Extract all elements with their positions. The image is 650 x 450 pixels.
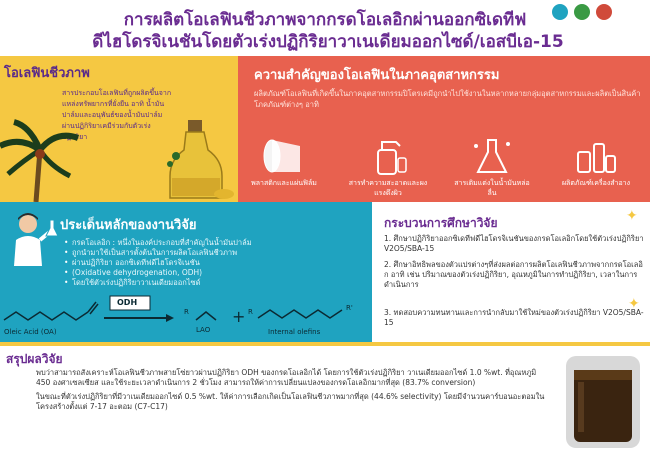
r-group-label: R (184, 308, 189, 316)
poster-title (0, 0, 650, 54)
oil-bottle-icon (162, 116, 236, 202)
summary-panel (0, 342, 650, 450)
product-label: สารทำความสะอาดและผงแรงดึงผิว (348, 179, 428, 197)
svg-text:+: + (232, 307, 246, 326)
product-item-cosmetics (556, 136, 636, 188)
lao-label: LAO (196, 326, 211, 334)
product-label: ผลิตภัณฑ์เครื่องสำอาง (561, 179, 631, 187)
research-point: • โดยใช้ตัวเร่งปฏิกิริยาวาเนเดียมออกไซด์ (64, 278, 364, 288)
summary-text (36, 368, 546, 416)
research-point: • ผ่านปฏิกิริยา ออกซิเดทีฟดีไฮโดรจิเนชัน (64, 258, 364, 268)
flask-icon (470, 136, 514, 176)
title-line-1: การผลิตโอเลฟินชีวภาพจากกรดโอเลอิกผ่านออกซิเดทีฟ (123, 10, 527, 30)
product-item-detergents (348, 136, 428, 198)
summary-paragraph: ในขณะที่ตัวเร่งปฏิกิริยาที่มีวาเนเดียมออกไซด์ 0.5 %wt. ให้ค่าการเลือกเกิดเป็นโอเลฟินชีวภาพมากที่สุด (44.6% selectivity) โดยมีจำนวนคาร์บอนอะตอมในโครงสร้างตั้งแต่ 7-17 อะตอม (C7-C17) (36, 392, 545, 411)
process-heading: กระบวนการศึกษาวิจัย (384, 216, 498, 230)
sparkle-icon: ✦ (626, 208, 638, 224)
summary-paragraph: พบว่าสามารถสังเคราะห์โอเลฟินชีวภาพสายโซ่ยาวผ่านปฏิกิริยา ODH ของกรดโอเลอิกได้ โดยการใช้ตัวเร่งปฏิกิริยา วาเนเดียมออกไซด์ 1.0 %wt. ที่อุณหภูมิ 450 องศาเซลเซียส และใช้ระยะเวลาดำเนินการ 2 ชั่วโมง สามารถให้ค่าการเปลี่ยนแปลงของกรดโอเลอิกมากที่สุด (83.7% conversion) (36, 368, 537, 387)
palm-tree-icon (0, 116, 80, 202)
sponsor-logo-icon (596, 4, 612, 20)
product-olefin-label: Internal olefins (268, 328, 321, 336)
odh-label: ODH (117, 298, 138, 307)
process-step: 2. ศึกษาอิทธิพลของตัวแปรต่างๆที่ส่งผลต่อการผลิตโอเลฟินชีวภาพจากกรดโอเลอิก อาทิ เช่น ปริมาณของตัวเร่งปฏิกิริยา, อุณหภูมิในการทำปฏิกิริยา, เวลาในการดำเนินการ (384, 260, 643, 289)
process-panel (372, 202, 650, 342)
product-sample-jar-icon (560, 352, 646, 450)
intro-heading: โอเลฟินชีวภาพ (4, 66, 90, 81)
research-panel (0, 202, 372, 342)
r-prime-group-label: R' (346, 304, 353, 312)
summary-heading: สรุปผลวิจัย (6, 352, 63, 366)
intro-text: สารประกอบโอเลฟินที่ถูกผลิตขึ้นจากแหล่งทรัพยากรที่ยั่งยืน อาทิ น้ำมันปาล์มและอนุพันธ์ของน้ำมันปาล์ม ผ่านปฏิกิริยาเคมีร่วมกับตัวเร่งปฏิกิริยา (62, 89, 172, 141)
university-logo-icon (552, 4, 568, 20)
importance-heading: ความสำคัญของโอเลฟินในภาคอุตสาหกรรม (254, 68, 500, 83)
sparkle-icon: ✦ (628, 296, 640, 312)
importance-panel (238, 56, 650, 202)
product-label: พลาสติกและแผ่นฟิล์ม (251, 179, 317, 187)
cosmetics-icon (574, 136, 618, 176)
process-step: 1. ศึกษาปฏิกิริยาออกซิเดทีฟดีไฮโดรจิเนชันของกรดโอเลอิกโดยใช้ตัวเร่งปฏิกิริยา V2O5/SBA-15 (384, 234, 644, 253)
spray-bottle-icon (366, 136, 410, 176)
importance-text: ผลิตภัณฑ์โอเลฟินที่เกิดขึ้นในภาคอุตสาหกรรมปิโตรเคมีถูกนำไปใช้งานในหลากหลายกลุ่มอุตสาหกรรมและผลิตเป็นสินค้าโภคภัณฑ์ต่างๆ อาทิ (254, 89, 641, 109)
partner-logo-icon (574, 4, 590, 20)
reaction-scheme (0, 290, 372, 342)
research-heading: ประเด็นหลักของงานวิจัย (60, 218, 197, 233)
r-group-label: R (248, 308, 253, 316)
product-item-lubricants (452, 136, 532, 198)
process-step: 3. ทดสอบความทนทานและการนำกลับมาใช้ใหม่ของตัวเร่งปฏิกิริยา V2O5/SBA-15 (384, 308, 644, 327)
title-line-2: ดีไฮโดรจิเนชันโดยตัวเร่งปฏิกิริยาวาเนเดียมออกไซด์/เอสบีเอ-15 (92, 32, 564, 52)
research-point: • (Oxidative dehydrogenation, ODH) (64, 268, 364, 278)
research-point: • กรดโอเลอิก : หนึ่งในองค์ประกอบที่สำคัญในน้ำมันปาล์ม (64, 238, 364, 248)
scientist-icon (6, 210, 58, 266)
product-label: สารเติมแต่งในน้ำมันหล่อลื่น (454, 179, 530, 197)
research-point: • ถูกนำมาใช้เป็นสารตั้งต้นในการผลิตโอเลฟินชีวภาพ (64, 248, 364, 258)
research-points-list (64, 238, 364, 288)
product-item-plastics (244, 136, 324, 188)
film-roll-icon (262, 136, 306, 176)
reactant-label: Oleic Acid (OA) (4, 328, 57, 336)
intro-panel (0, 56, 238, 202)
